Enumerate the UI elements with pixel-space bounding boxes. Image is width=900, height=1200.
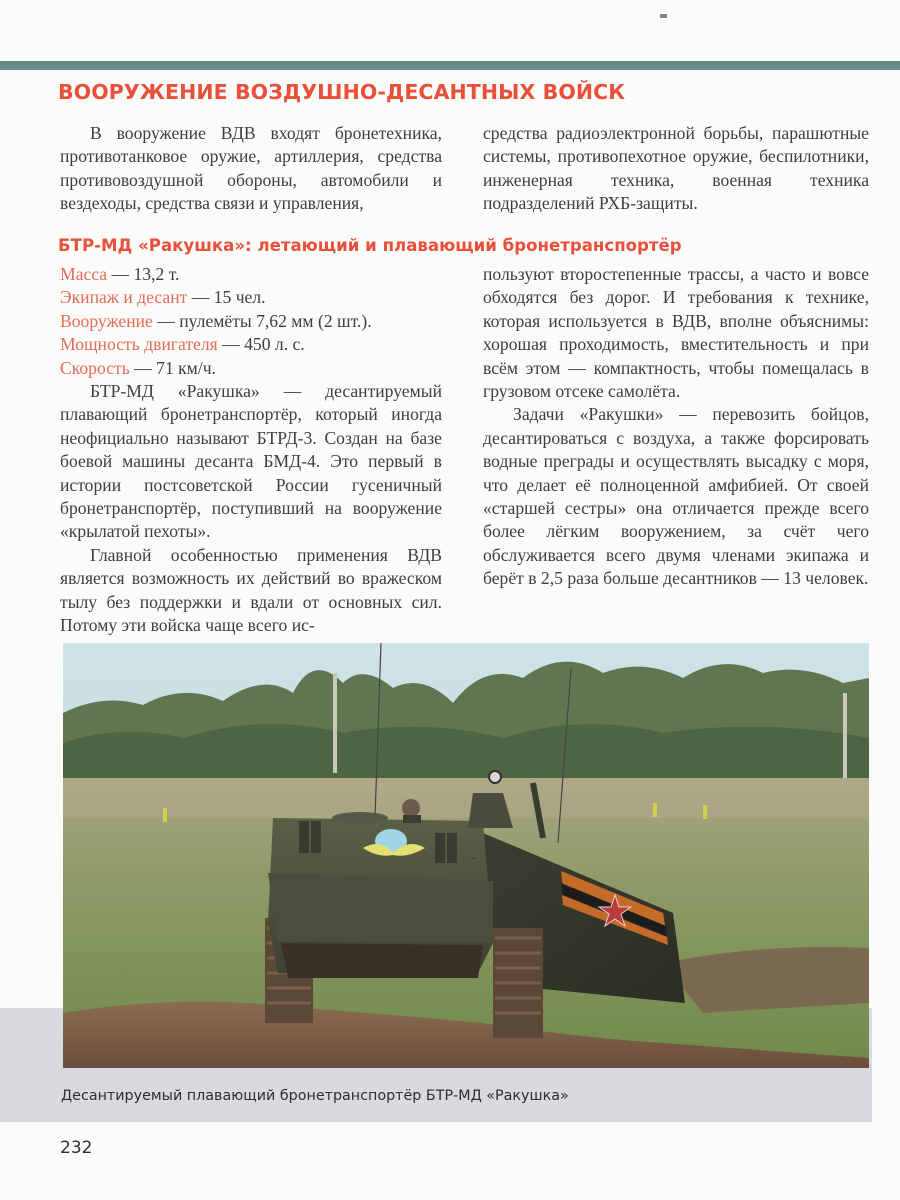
- page-number: 232: [60, 1138, 93, 1158]
- intro-paragraph-left: В вооружение ВДВ входят бронетехника, противотанковое оружие, артиллерия, средства противовоздушной обороны, автомобили и вездеходы, средства связи и управления,: [60, 123, 442, 214]
- spec-value: — 450 л. с.: [217, 334, 305, 355]
- body-paragraph: пользуют второстепенные трассы, а часто и вовсе обходятся без дорог. И требования к технике, которая используется в ВДВ, вполне объяснимы: хорошая проходимость, вместительность и при всём этом — компактность, чтобы помещалась в грузовом отсеке самолёта.: [483, 264, 869, 402]
- article-subtitle: БТР-МД «Ракушка»: летающий и плавающий бронетранспортёр: [58, 236, 682, 255]
- spec-value: — 15 чел.: [187, 287, 266, 308]
- spec-row-speed: [60, 357, 460, 380]
- spec-value: — пулемёты 7,62 мм (2 шт.).: [152, 310, 372, 331]
- spec-label: Скорость: [60, 357, 130, 378]
- top-rule: [0, 61, 900, 70]
- vehicle-photo-illustration: [63, 643, 869, 1068]
- body-paragraph: БТР-МД «Ракушка» — десантируемый плавающий бронетранспортёр, который иногда неофициально называют БТРД-3. Создан на базе боевой машины десанта БМД-4. Это первый в истории постсоветской России гусеничный бронетранспортёр, поступивший на вооружение «крылатой пехоты».: [60, 381, 442, 542]
- intro-right-column: [483, 122, 869, 216]
- spec-row-mass: [60, 263, 460, 286]
- spec-value: — 13,2 т.: [107, 264, 180, 284]
- intro-left-column: [60, 122, 442, 216]
- body-left-column: [60, 380, 442, 637]
- photo-caption: Десантируемый плавающий бронетранспортёр БТР-МД «Ракушка»: [61, 1088, 569, 1104]
- print-speck: [660, 14, 667, 18]
- spec-row-crew: [60, 286, 460, 309]
- body-paragraph: Главной особенностью применения ВДВ является возможность их действий во вражеском тылу без поддержки и вдали от основных сил. Потому эти войска чаще всего ис-: [60, 544, 442, 636]
- spec-label: Масса: [60, 264, 108, 284]
- body-paragraph: Задачи «Ракушки» — перевозить бойцов, десантироваться с воздуха, а также форсировать водные преграды и осуществлять высадку с моря, что делает её полноценной амфибией. От своей «старшей сестры» она отличается прежде всего более лёгким вооружением, за счёт чего обслуживается всего двумя членами экипажа и берёт в 2,5 раза больше десантников — 13 человек.: [483, 404, 869, 589]
- spec-list: [60, 263, 460, 380]
- section-title: ВООРУЖЕНИЕ ВОЗДУШНО-ДЕСАНТНЫХ ВОЙСК: [58, 80, 626, 104]
- intro-paragraph-right: средства радиоэлектронной борьбы, парашютные системы, противопехотное оружие, беспилотники, инженерная техника, военная техника подразделений РХБ-защиты.: [483, 123, 869, 214]
- spec-label: Мощность двигателя: [60, 334, 218, 355]
- body-right-column: [483, 263, 869, 591]
- spec-value: — 71 км/ч.: [129, 357, 216, 378]
- spec-row-engine: [60, 333, 460, 356]
- vehicle-photo: [63, 643, 869, 1068]
- spec-label: Вооружение: [60, 310, 153, 331]
- spec-row-armament: [60, 310, 460, 333]
- spec-label: Экипаж и десант: [60, 287, 188, 308]
